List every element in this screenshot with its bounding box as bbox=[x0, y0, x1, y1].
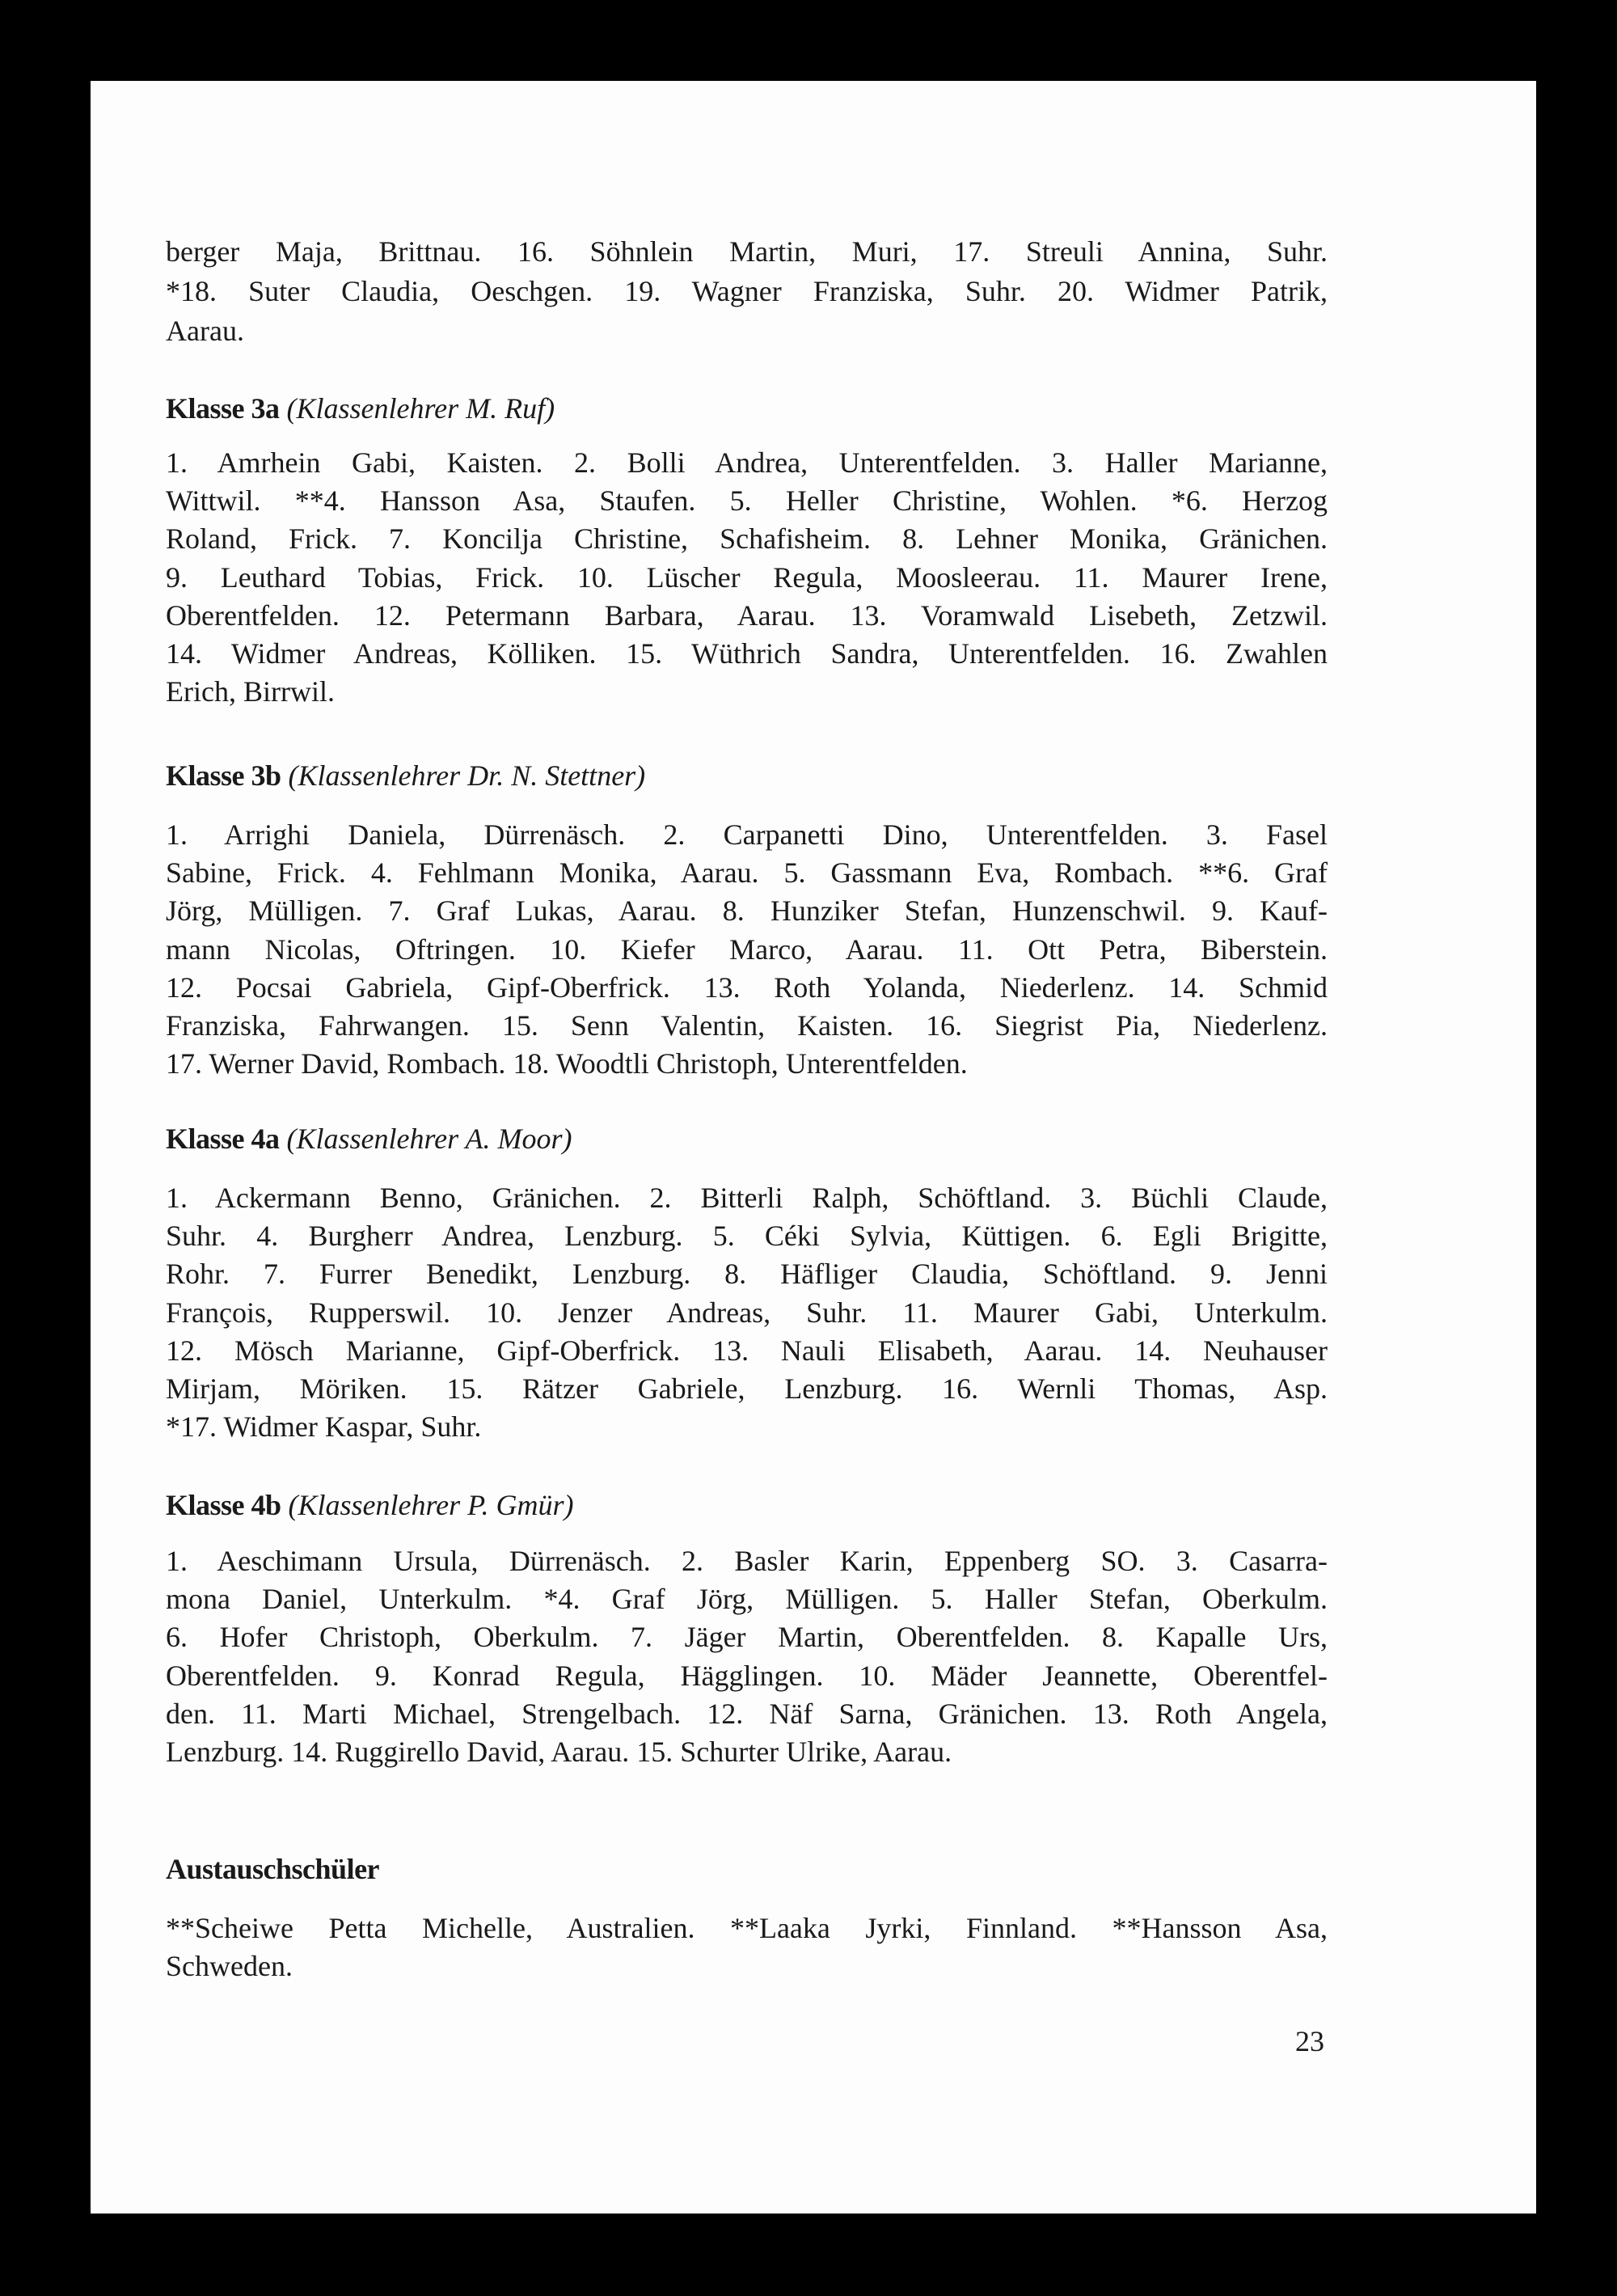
text-line: 12. Pocsai Gabriela, Gipf-Oberfrick. 13. Roth Yolanda, Niederlenz. 14. Schmid bbox=[166, 970, 1328, 1004]
text-line: Aarau. bbox=[166, 315, 244, 347]
text-line: 1. Aeschimann Ursula, Dürrenäsch. 2. Basler Karin, Eppenberg SO. 3. Casarra- bbox=[166, 1545, 1328, 1577]
text-line: 1. Amrhein Gabi, Kaisten. 2. Bolli Andrea, Unterentfelden. 3. Haller Marianne, bbox=[166, 446, 1328, 479]
page-number: 23 bbox=[1295, 2025, 1324, 2057]
class-teacher: (Klassenlehrer Dr. N. Stettner) bbox=[288, 759, 646, 792]
section-heading bbox=[166, 1119, 572, 1158]
class-name: Klasse 3b bbox=[166, 759, 281, 792]
class-teacher: (Klassenlehrer M. Ruf) bbox=[286, 392, 555, 425]
text-line: mann Nicolas, Oftringen. 10. Kiefer Marco, Aarau. 11. Ott Petra, Biberstein. bbox=[166, 932, 1328, 966]
text-line: Mirjam, Möriken. 15. Rätzer Gabriele, Lenzburg. 16. Wernli Thomas, Asp. bbox=[166, 1372, 1328, 1405]
text-line: Lenzburg. 14. Ruggirello David, Aarau. 15. Schurter Ulrike, Aarau. bbox=[166, 1736, 952, 1768]
text-line: *18. Suter Claudia, Oeschgen. 19. Wagner Franziska, Suhr. 20. Widmer Patrik, bbox=[166, 275, 1328, 307]
section-heading bbox=[166, 389, 555, 428]
class-name: Klasse 4a bbox=[166, 1123, 280, 1155]
text-line: berger Maja, Brittnau. 16. Söhnlein Martin, Muri, 17. Streuli Annina, Suhr. bbox=[166, 235, 1328, 268]
text-line: Oberentfelden. 12. Petermann Barbara, Aarau. 13. Voramwald Lisebeth, Zetzwil. bbox=[166, 598, 1328, 632]
text-line: 12. Mösch Marianne, Gipf-Oberfrick. 13. Nauli Elisabeth, Aarau. 14. Neuhauser bbox=[166, 1334, 1328, 1367]
text-line: Rohr. 7. Furrer Benedikt, Lenzburg. 8. Häfliger Claudia, Schöftland. 9. Jenni bbox=[166, 1258, 1328, 1291]
text-line: Schweden. bbox=[166, 1950, 293, 1983]
class-teacher: (Klassenlehrer A. Moor) bbox=[286, 1123, 572, 1155]
class-name: Austauschschüler bbox=[166, 1853, 380, 1885]
text-line: François, Rupperswil. 10. Jenzer Andreas, Suhr. 11. Maurer Gabi, Unterkulm. bbox=[166, 1296, 1328, 1329]
section-heading bbox=[166, 1850, 379, 1888]
class-name: Klasse 3a bbox=[166, 392, 280, 425]
section-heading bbox=[166, 1486, 574, 1524]
text-line: 9. Leuthard Tobias, Frick. 10. Lüscher Regula, Moosleerau. 11. Maurer Irene, bbox=[166, 560, 1328, 594]
text-line: mona Daniel, Unterkulm. *4. Graf Jörg, Mülligen. 5. Haller Stefan, Oberkulm. bbox=[166, 1583, 1328, 1616]
text-line: 1. Ackermann Benno, Gränichen. 2. Bitterli Ralph, Schöftland. 3. Büchli Claude, bbox=[166, 1182, 1328, 1214]
text-line: 17. Werner David, Rombach. 18. Woodtli Christoph, Unterentfelden. bbox=[166, 1047, 968, 1080]
class-name: Klasse 4b bbox=[166, 1489, 281, 1521]
text-line: Wittwil. **4. Hansson Asa, Staufen. 5. Heller Christine, Wohlen. *6. Herzog bbox=[166, 484, 1328, 518]
text-line: 6. Hofer Christoph, Oberkulm. 7. Jäger Martin, Oberentfelden. 8. Kapalle Urs, bbox=[166, 1621, 1328, 1654]
section-heading bbox=[166, 756, 645, 795]
text-line: den. 11. Marti Michael, Strengelbach. 12. Näf Sarna, Gränichen. 13. Roth Angela, bbox=[166, 1697, 1328, 1730]
text-line: Oberentfelden. 9. Konrad Regula, Hägglingen. 10. Mäder Jeannette, Oberentfel- bbox=[166, 1659, 1328, 1692]
text-line: Roland, Frick. 7. Koncilja Christine, Schafisheim. 8. Lehner Monika, Gränichen. bbox=[166, 522, 1328, 556]
text-line: Jörg, Mülligen. 7. Graf Lukas, Aarau. 8. Hunziker Stefan, Hunzenschwil. 9. Kauf- bbox=[166, 894, 1328, 928]
text-line: **Scheiwe Petta Michelle, Australien. **Laaka Jyrki, Finnland. **Hansson Asa, bbox=[166, 1912, 1328, 1944]
text-line: Suhr. 4. Burgherr Andrea, Lenzburg. 5. Céki Sylvia, Küttigen. 6. Egli Brigitte, bbox=[166, 1220, 1328, 1253]
text-line: 1. Arrighi Daniela, Dürrenäsch. 2. Carpanetti Dino, Unterentfelden. 3. Fasel bbox=[166, 818, 1328, 851]
text-line: Sabine, Frick. 4. Fehlmann Monika, Aarau. 5. Gassmann Eva, Rombach. **6. Graf bbox=[166, 856, 1328, 890]
text-line: *17. Widmer Kaspar, Suhr. bbox=[166, 1410, 482, 1444]
class-teacher: (Klassenlehrer P. Gmür) bbox=[288, 1489, 574, 1521]
text-line: Erich, Birrwil. bbox=[166, 675, 335, 708]
text-line: Franziska, Fahrwangen. 15. Senn Valentin, Kaisten. 16. Siegrist Pia, Niederlenz. bbox=[166, 1009, 1328, 1042]
text-line: 14. Widmer Andreas, Kölliken. 15. Wüthrich Sandra, Unterentfelden. 16. Zwahlen bbox=[166, 637, 1328, 670]
